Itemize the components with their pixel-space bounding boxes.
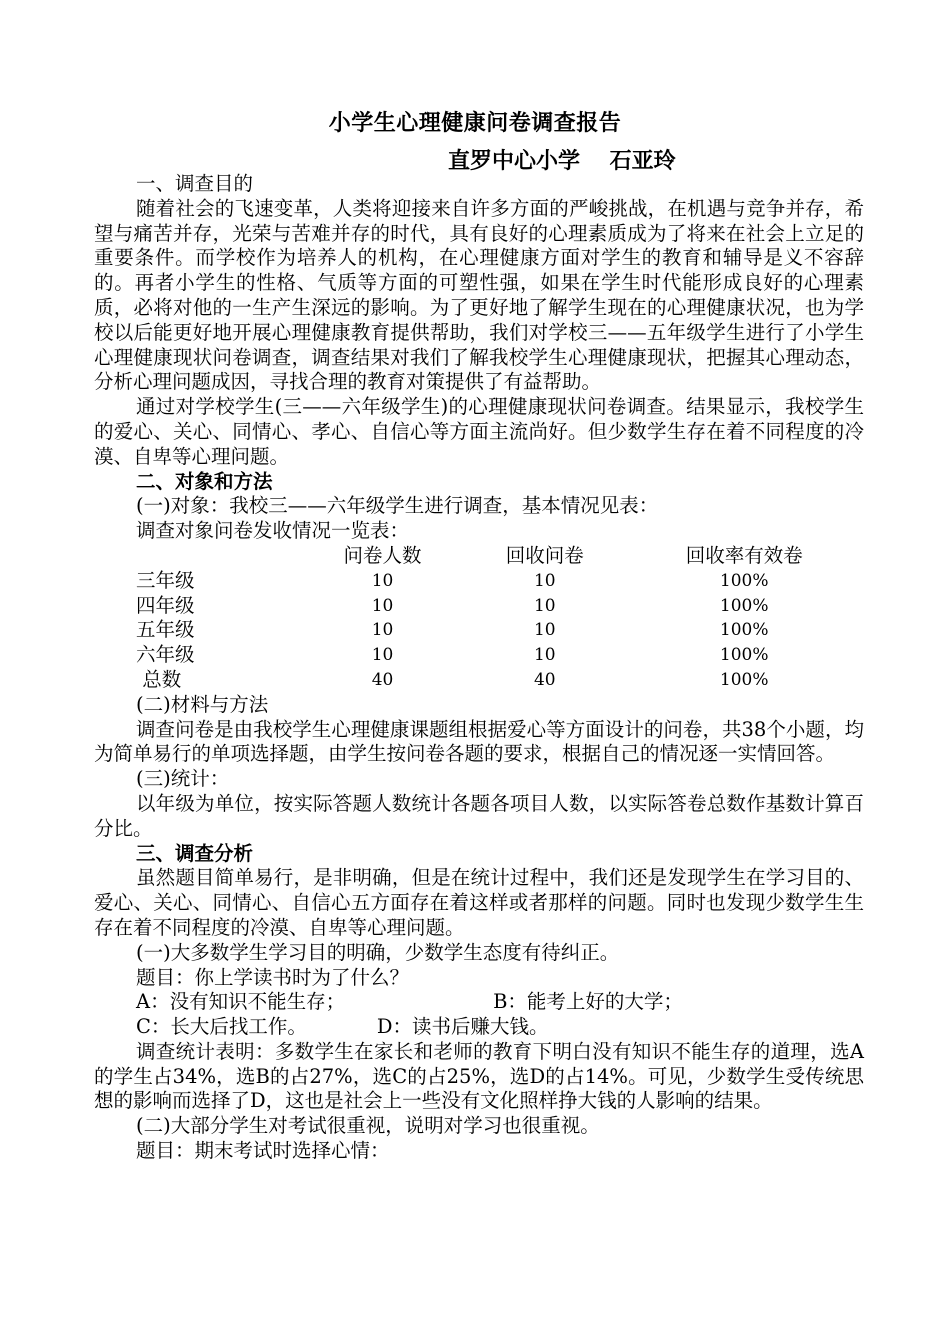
question-1-options-row-1 <box>94 990 864 1015</box>
paragraph-purpose-2: 通过对学校学生(三——六年级学生)的心理健康现状问卷调查。结果显示，我校学生的爱心、关心、同情心、孝心、自信心等方面主流尚好。但少数学生存在着不同程度的冷漠、自卑等心理问题。 <box>94 395 864 468</box>
subsection-learning-purpose: (一)大多数学生学习目的明确，少数学生态度有待纠正。 <box>136 940 620 964</box>
table-cell: 10 <box>371 620 394 641</box>
question-1: 题目：你上学读书时为了什么？ <box>136 965 410 989</box>
section-heading-purpose: 一、调查目的 <box>136 172 254 195</box>
table-row-total <box>94 668 864 693</box>
table-cell: 10 <box>371 645 394 666</box>
table-cell: 100% <box>719 570 769 591</box>
table-cell-grade: 三年级 <box>136 568 195 592</box>
paragraph-purpose-1: 随着社会的飞速变革，人类将迎接来自许多方面的严峻挑战，在机遇与竞争并存，希望与痛苦并存，光荣与苦难并存的时代，具有良好的心理素质成为了将来在社会上立足的重要条件。而学校作为培养人的机构，在心理健康方面对学生的教育和辅导是义不容辞的。再者小学生的性格、气质等方面的可塑性强，如果在学生时代能形成良好的心理素质，必将对他的一生产生深远的影响。为了更好地了解学生现在的心理健康状况，也为学校以后能更好地开展心理健康教育提供帮助，我们对学校三——五年级学生进行了小学生心理健康现状问卷调查，调查结果对我们了解我校学生心理健康现状，把握其心理动态，分析心理问题成因，寻找合理的教育对策提供了有益帮助。 <box>94 196 864 394</box>
subsection-objects: (一)对象：我校三——六年级学生进行调查，基本情况见表： <box>136 494 659 518</box>
section-heading-methods: 二、对象和方法 <box>136 469 273 493</box>
option-d: D：读书后赚大钱。 <box>376 1015 549 1039</box>
table-header-cell: 回收率有效卷 <box>685 543 803 567</box>
table-row <box>94 643 864 668</box>
table-cell-grade: 四年级 <box>136 593 195 617</box>
table-cell: 40 <box>371 669 394 690</box>
section-heading-analysis: 三、调查分析 <box>136 841 254 865</box>
report-body <box>94 172 864 1164</box>
table-cell: 10 <box>533 620 556 641</box>
paragraph-analysis-1: 虽然题目简单易行，是非明确，但是在统计过程中，我们还是发现学生在学习目的、爱心、关心、同情心、自信心五方面存在着这样或者那样的问题。同时也发现少数学生生存在着不同程度的冷漠、自卑等心理问题。 <box>94 866 864 939</box>
table-row <box>94 594 864 619</box>
paragraph-analysis-2: 调查统计表明：多数学生在家长和老师的教育下明白没有知识不能生存的道理，选A的学生占34%，选B的占27%，选C的占25%，选D的占14%。可见，少数学生受传统思想的影响而选择了D，这也是社会上一些没有文化照样挣大钱的人影响的结果。 <box>94 1039 864 1113</box>
option-b: B：能考上好的大学； <box>493 990 683 1014</box>
paragraph-statistics: 以年级为单位，按实际答题人数统计各题各项目人数，以实际答卷总数作基数计算百分比。 <box>94 791 864 840</box>
table-cell: 10 <box>533 595 556 616</box>
table-header-cell: 问卷人数 <box>343 543 422 567</box>
question-2: 题目：期末考试时选择心情： <box>136 1139 390 1163</box>
table-header-row <box>94 544 864 569</box>
table-row <box>94 569 864 594</box>
report-author: 直罗中心小学 石亚玲 <box>448 148 676 174</box>
table-cell: 10 <box>371 570 394 591</box>
report-title: 小学生心理健康问卷调查报告 <box>328 110 622 136</box>
subsection-statistics: (三)统计： <box>136 767 230 791</box>
table-cell: 40 <box>533 669 556 690</box>
table-cell-grade: 五年级 <box>136 618 195 642</box>
paragraph-materials: 调查问卷是由我校学生心理健康课题组根据爱心等方面设计的问卷，共38个小题，均为简单易行的单项选择题，由学生按问卷各题的要求，根据自己的情况逐一实情回答。 <box>94 717 864 766</box>
table-cell: 10 <box>533 570 556 591</box>
question-1-options-row-2 <box>94 1015 864 1040</box>
table-header-cell: 回收问卷 <box>505 543 584 567</box>
subsection-materials: (二)材料与方法 <box>136 692 269 716</box>
table-cell: 10 <box>371 595 394 616</box>
table-row <box>94 618 864 643</box>
table-caption: 调查对象问卷发收情况一览表： <box>136 519 410 543</box>
option-c: C：长大后找工作。 <box>136 1015 307 1039</box>
table-cell-grade: 总数 <box>136 667 182 691</box>
table-header-cell <box>94 544 300 569</box>
table-cell: 100% <box>719 620 769 641</box>
table-cell: 100% <box>719 669 769 690</box>
table-cell: 10 <box>533 645 556 666</box>
option-a: A：没有知识不能生存； <box>136 990 346 1014</box>
survey-table <box>94 544 864 693</box>
table-cell: 100% <box>719 645 769 666</box>
table-cell: 100% <box>719 595 769 616</box>
subsection-exam-attitude: (二)大部分学生对考试很重视，说明对学习也很重视。 <box>136 1114 600 1138</box>
table-cell-grade: 六年级 <box>136 643 195 667</box>
